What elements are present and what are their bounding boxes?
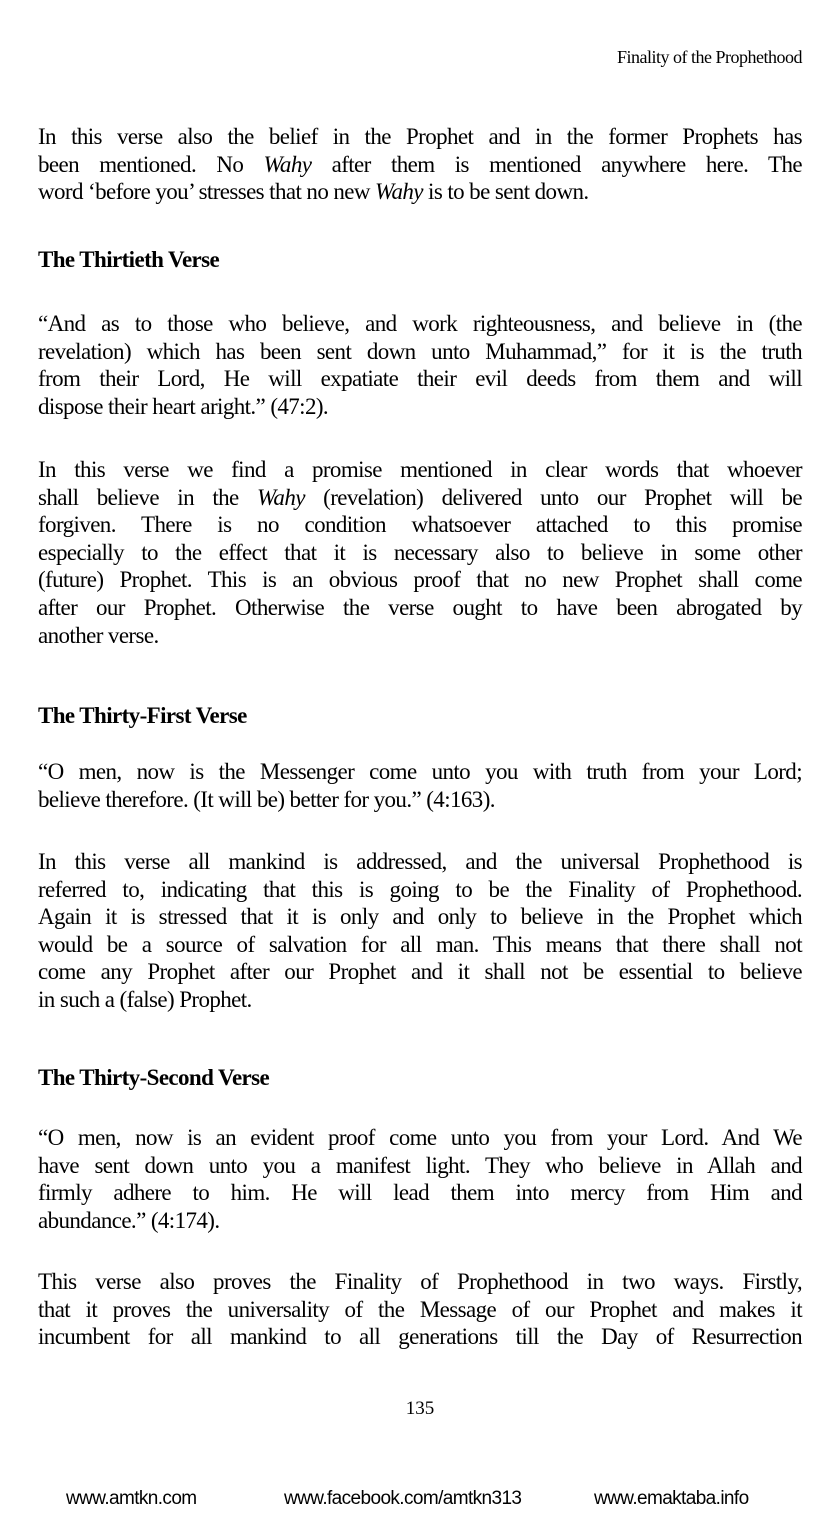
paragraph xyxy=(38,456,802,649)
footer-link-emaktaba[interactable]: www.emaktaba.info xyxy=(594,1488,749,1509)
paragraph xyxy=(38,1124,802,1234)
paragraph xyxy=(38,848,802,1014)
paragraph xyxy=(38,1268,802,1351)
text-line: The Thirty-First Verse xyxy=(38,703,247,728)
text-line: The Thirty-Second Verse xyxy=(38,1065,270,1090)
text-line: after our Prophet. Otherwise the verse ought to have been abrogated by xyxy=(38,594,802,620)
text-line: would be a source of salvation for all man. This means that there shall not xyxy=(38,931,802,957)
section-heading xyxy=(38,246,802,274)
footer-link-facebook[interactable]: www.facebook.com/amtkn313 xyxy=(284,1488,522,1509)
text-line: The Thirtieth Verse xyxy=(38,247,220,272)
text-line: especially to the effect that it is necessary also to believe in some other xyxy=(38,539,802,565)
text-line: In this verse all mankind is addressed, and the universal Prophethood is xyxy=(38,849,802,874)
text-line: revelation) which has been sent down unto Muhammad,” for it is the truth xyxy=(38,338,802,364)
text-line: “O men, now is the Messenger come unto you with truth from your Lord; xyxy=(38,759,802,784)
page-number: 135 xyxy=(405,1398,435,1419)
paragraph xyxy=(38,310,802,420)
footer-link-amtkn[interactable]: www.amtkn.com xyxy=(66,1488,197,1509)
section-heading xyxy=(38,702,802,730)
text-line: (future) Prophet. This is an obvious proof that no new Prophet shall come xyxy=(38,567,802,593)
text-line: another verse. xyxy=(38,622,159,648)
text-line: believe therefore. (It will be) better for you.” (4:163). xyxy=(38,786,495,812)
text-line: that it proves the universality of the Message of our Prophet and makes it xyxy=(38,1296,802,1322)
text-line: Again it is stressed that it is only and only to believe in the Prophet which xyxy=(38,904,802,930)
text-line: shall believe in the Wahy (revelation) delivered unto our Prophet will be xyxy=(38,484,802,510)
text-line: from their Lord, He will expatiate their evil deeds from them and will xyxy=(38,366,802,392)
text-line: forgiven. There is no condition whatsoever attached to this promise xyxy=(38,512,802,538)
text-line: In this verse also the belief in the Prophet and in the former Prophets has xyxy=(38,124,802,149)
text-line: in such a (false) Prophet. xyxy=(38,986,252,1012)
text-line: This verse also proves the Finality of Prophethood in two ways. Firstly, xyxy=(38,1269,802,1294)
text-line: word ‘before you’ stresses that no new Wahy is to be sent down. xyxy=(38,179,589,205)
text-line: “And as to those who believe, and work righteousness, and believe in (the xyxy=(38,311,802,336)
text-line: have sent down unto you a manifest light. They who believe in Allah and xyxy=(38,1152,802,1178)
text-line: referred to, indicating that this is going to be the Finality of Prophethood. xyxy=(38,876,802,902)
text-line: “O men, now is an evident proof come unto you from your Lord. And We xyxy=(38,1125,802,1150)
text-line: abundance.” (4:174). xyxy=(38,1207,220,1233)
text-line: dispose their heart aright.” (47:2). xyxy=(38,393,329,419)
running-header: Finality of the Prophethood xyxy=(617,47,802,67)
paragraph xyxy=(38,758,802,813)
text-line: incumbent for all mankind to all generations till the Day of Resurrection xyxy=(38,1324,802,1350)
text-line: come any Prophet after our Prophet and it shall not be essential to believe xyxy=(38,959,802,985)
text-line: been mentioned. No Wahy after them is mentioned anywhere here. The xyxy=(38,151,803,177)
section-heading xyxy=(38,1064,802,1092)
paragraph xyxy=(38,123,802,206)
text-line: firmly adhere to him. He will lead them into mercy from Him and xyxy=(38,1180,802,1206)
text-line: In this verse we find a promise mentioned in clear words that whoever xyxy=(38,457,802,482)
